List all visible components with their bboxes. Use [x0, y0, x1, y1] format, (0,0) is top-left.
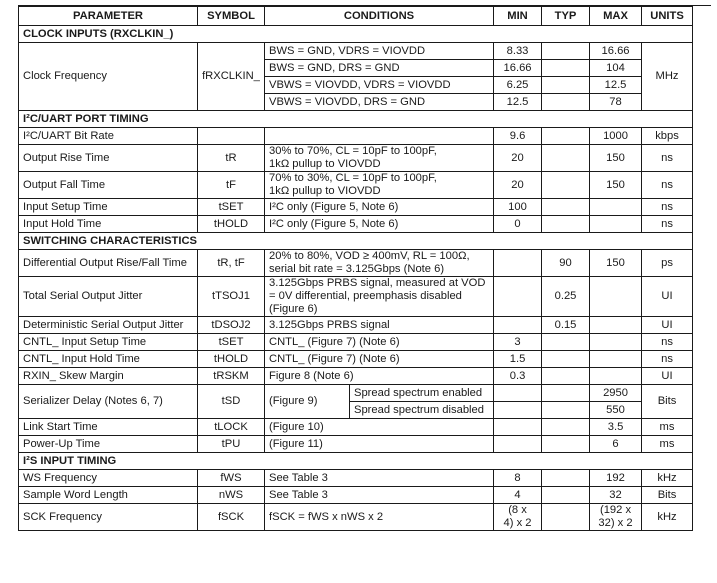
- table-row: [19, 43, 693, 60]
- header-units: UNITS: [642, 7, 693, 26]
- condition-cell: [265, 277, 494, 317]
- symbol-cell: tLOCK: [198, 419, 265, 436]
- min-cell: 3: [494, 334, 542, 351]
- symbol-cell: tSD: [198, 385, 265, 419]
- max-cell: 150: [590, 250, 642, 277]
- symbol-cell: tF: [198, 172, 265, 199]
- typ-cell: [542, 470, 590, 487]
- max-cell: [590, 351, 642, 368]
- condition-cell: I²C only (Figure 5, Note 6): [265, 216, 494, 233]
- max-cell: 150: [590, 172, 642, 199]
- table-row: [19, 199, 693, 216]
- param-cell: Power-Up Time: [19, 436, 198, 453]
- min-cell: [494, 504, 542, 531]
- header-conditions: CONDITIONS: [265, 7, 494, 26]
- units-cell: UI: [642, 277, 693, 317]
- section-row: [19, 233, 693, 250]
- condition-cell: 3.125Gbps PRBS signal: [265, 317, 494, 334]
- min-cell: [494, 419, 542, 436]
- condition-cell: CNTL_ (Figure 7) (Note 6): [265, 334, 494, 351]
- condition-cell: See Table 3: [265, 470, 494, 487]
- condition-line: 3.125Gbps PRBS signal, measured at VOD: [269, 277, 486, 289]
- condition-cell: [265, 172, 494, 199]
- units-cell: ns: [642, 351, 693, 368]
- table-row: [19, 334, 693, 351]
- min-cell: 8.33: [494, 43, 542, 60]
- param-cell: Sample Word Length: [19, 487, 198, 504]
- min-cell: [494, 250, 542, 277]
- typ-cell: [542, 436, 590, 453]
- typ-cell: [542, 60, 590, 77]
- section-row: [19, 453, 693, 470]
- min-cell: 9.6: [494, 128, 542, 145]
- table-row: [19, 487, 693, 504]
- max-cell: 3.5: [590, 419, 642, 436]
- table-row: [19, 368, 693, 385]
- units-cell: kHz: [642, 470, 693, 487]
- condition-cell: (Figure 11): [265, 436, 494, 453]
- param-cell: Deterministic Serial Output Jitter: [19, 317, 198, 334]
- condition-cell: CNTL_ (Figure 7) (Note 6): [265, 351, 494, 368]
- symbol-cell: tTSOJ1: [198, 277, 265, 317]
- condition-cell: (Figure 9): [265, 385, 350, 419]
- min-cell: 12.5: [494, 94, 542, 111]
- table-row: [19, 317, 693, 334]
- table-row: [19, 250, 693, 277]
- condition-cell: I²C only (Figure 5, Note 6): [265, 199, 494, 216]
- max-cell: 12.5: [590, 77, 642, 94]
- param-cell: Input Hold Time: [19, 216, 198, 233]
- units-cell: ns: [642, 172, 693, 199]
- condition-line: = 0V differential, preemphasis disabled: [269, 290, 462, 302]
- typ-cell: [542, 145, 590, 172]
- typ-cell: [542, 487, 590, 504]
- condition-line: 20% to 80%, VOD ≥ 400mV, RL = 100Ω,: [269, 250, 470, 262]
- typ-cell: [542, 351, 590, 368]
- condition-cell: See Table 3: [265, 487, 494, 504]
- max-cell: 550: [590, 402, 642, 419]
- typ-cell: 0.25: [542, 277, 590, 317]
- section-title-i2c: I²C/UART PORT TIMING: [19, 111, 693, 128]
- symbol-cell: tHOLD: [198, 351, 265, 368]
- condition-line: serial bit rate = 3.125Gbps (Note 6): [269, 263, 445, 275]
- min-cell: [494, 385, 542, 402]
- condition-cell: VBWS = VIOVDD, VDRS = VIOVDD: [265, 77, 494, 94]
- max-line: (192 x: [599, 504, 632, 516]
- symbol-cell: tR, tF: [198, 250, 265, 277]
- max-cell: 78: [590, 94, 642, 111]
- typ-cell: [542, 199, 590, 216]
- param-cell: Output Fall Time: [19, 172, 198, 199]
- units-cell: UI: [642, 368, 693, 385]
- header-symbol: SYMBOL: [198, 7, 265, 26]
- section-title-switching: SWITCHING CHARACTERISTICS: [19, 233, 693, 250]
- max-cell: 2950: [590, 385, 642, 402]
- min-cell: 6.25: [494, 77, 542, 94]
- symbol-cell: fWS: [198, 470, 265, 487]
- typ-cell: 90: [542, 250, 590, 277]
- table-row: [19, 216, 693, 233]
- table-row: [19, 172, 693, 199]
- typ-cell: [542, 334, 590, 351]
- symbol-cell: [198, 128, 265, 145]
- param-cell: SCK Frequency: [19, 504, 198, 531]
- typ-cell: [542, 368, 590, 385]
- min-cell: 4: [494, 487, 542, 504]
- typ-cell: [542, 504, 590, 531]
- units-cell: UI: [642, 317, 693, 334]
- condition-cell: fSCK = fWS x nWS x 2: [265, 504, 494, 531]
- max-cell: [590, 368, 642, 385]
- param-cell: Serializer Delay (Notes 6, 7): [19, 385, 198, 419]
- max-cell: 16.66: [590, 43, 642, 60]
- sub-condition-cell: Spread spectrum enabled: [350, 385, 494, 402]
- symbol-cell: fSCK: [198, 504, 265, 531]
- min-cell: 0.3: [494, 368, 542, 385]
- table-row: [19, 436, 693, 453]
- max-cell: 1000: [590, 128, 642, 145]
- section-row: [19, 111, 693, 128]
- param-cell: Link Start Time: [19, 419, 198, 436]
- header-min: MIN: [494, 7, 542, 26]
- typ-cell: [542, 43, 590, 60]
- units-cell: ps: [642, 250, 693, 277]
- min-cell: [494, 436, 542, 453]
- units-cell: ns: [642, 334, 693, 351]
- condition-line: 1kΩ pullup to VIOVDD: [269, 185, 381, 197]
- condition-cell: [265, 128, 494, 145]
- units-cell: ns: [642, 145, 693, 172]
- param-cell: I²C/UART Bit Rate: [19, 128, 198, 145]
- header-max: MAX: [590, 7, 642, 26]
- min-cell: [494, 402, 542, 419]
- section-title-clock: CLOCK INPUTS (RXCLKIN_): [19, 26, 693, 43]
- typ-cell: [542, 402, 590, 419]
- max-line: 32) x 2: [598, 517, 633, 529]
- condition-cell: Figure 8 (Note 6): [265, 368, 494, 385]
- units-cell: kHz: [642, 504, 693, 531]
- units-cell: ns: [642, 199, 693, 216]
- param-cell: CNTL_ Input Setup Time: [19, 334, 198, 351]
- units-cell: kbps: [642, 128, 693, 145]
- section-title-i2s: I²S INPUT TIMING: [19, 453, 693, 470]
- condition-cell: VBWS = VIOVDD, DRS = GND: [265, 94, 494, 111]
- param-cell: Differential Output Rise/Fall Time: [19, 250, 198, 277]
- min-cell: 20: [494, 172, 542, 199]
- header-typ: TYP: [542, 7, 590, 26]
- sub-condition-cell: Spread spectrum disabled: [350, 402, 494, 419]
- param-cell: RXIN_ Skew Margin: [19, 368, 198, 385]
- min-cell: [494, 317, 542, 334]
- typ-cell: [542, 128, 590, 145]
- table-row: [19, 128, 693, 145]
- typ-cell: [542, 385, 590, 402]
- units-cell: MHz: [642, 43, 693, 111]
- symbol-cell: nWS: [198, 487, 265, 504]
- units-cell: ms: [642, 419, 693, 436]
- header-parameter: PARAMETER: [19, 7, 198, 26]
- typ-cell: 0.15: [542, 317, 590, 334]
- condition-line: (Figure 6): [269, 303, 318, 315]
- typ-cell: [542, 172, 590, 199]
- units-cell: ms: [642, 436, 693, 453]
- max-cell: 150: [590, 145, 642, 172]
- min-cell: 100: [494, 199, 542, 216]
- condition-cell: (Figure 10): [265, 419, 494, 436]
- max-cell: [590, 334, 642, 351]
- min-cell: 1.5: [494, 351, 542, 368]
- symbol-cell: tDSOJ2: [198, 317, 265, 334]
- max-cell: 6: [590, 436, 642, 453]
- table-row: [19, 145, 693, 172]
- condition-line: 30% to 70%, CL = 10pF to 100pF,: [269, 145, 437, 157]
- symbol-cell: tRSKM: [198, 368, 265, 385]
- param-cell: CNTL_ Input Hold Time: [19, 351, 198, 368]
- table-row: [19, 385, 693, 402]
- symbol-cell: tR: [198, 145, 265, 172]
- max-cell: [590, 199, 642, 216]
- units-cell: Bits: [642, 385, 693, 419]
- condition-cell: [265, 145, 494, 172]
- table-row: [19, 504, 693, 531]
- condition-cell: BWS = GND, VDRS = VIOVDD: [265, 43, 494, 60]
- section-row: [19, 26, 693, 43]
- typ-cell: [542, 77, 590, 94]
- units-cell: ns: [642, 216, 693, 233]
- table-row: [19, 470, 693, 487]
- max-cell: [590, 216, 642, 233]
- table-row: [19, 351, 693, 368]
- min-cell: [494, 277, 542, 317]
- condition-line: 70% to 30%, CL = 10pF to 100pF,: [269, 172, 437, 184]
- electrical-characteristics-table: [18, 6, 693, 531]
- max-cell: 32: [590, 487, 642, 504]
- units-cell: Bits: [642, 487, 693, 504]
- table-row: [19, 419, 693, 436]
- symbol-cell: tSET: [198, 334, 265, 351]
- condition-cell: BWS = GND, DRS = GND: [265, 60, 494, 77]
- max-cell: [590, 277, 642, 317]
- table-row: [19, 277, 693, 317]
- min-line: (8 x: [508, 504, 527, 516]
- typ-cell: [542, 419, 590, 436]
- param-cell: Total Serial Output Jitter: [19, 277, 198, 317]
- max-cell: [590, 317, 642, 334]
- param-cell: Output Rise Time: [19, 145, 198, 172]
- typ-cell: [542, 94, 590, 111]
- param-cell: Clock Frequency: [19, 43, 198, 111]
- min-cell: 16.66: [494, 60, 542, 77]
- max-cell: [590, 504, 642, 531]
- symbol-cell: tSET: [198, 199, 265, 216]
- max-cell: 104: [590, 60, 642, 77]
- symbol-cell: fRXCLKIN_: [198, 43, 265, 111]
- max-cell: 192: [590, 470, 642, 487]
- min-line: 4) x 2: [503, 517, 532, 529]
- condition-line: 1kΩ pullup to VIOVDD: [269, 158, 381, 170]
- symbol-cell: tHOLD: [198, 216, 265, 233]
- param-cell: WS Frequency: [19, 470, 198, 487]
- min-cell: 20: [494, 145, 542, 172]
- condition-cell: [265, 250, 494, 277]
- symbol-cell: tPU: [198, 436, 265, 453]
- min-cell: 8: [494, 470, 542, 487]
- header-row: [19, 7, 693, 26]
- typ-cell: [542, 216, 590, 233]
- param-cell: Input Setup Time: [19, 199, 198, 216]
- min-cell: 0: [494, 216, 542, 233]
